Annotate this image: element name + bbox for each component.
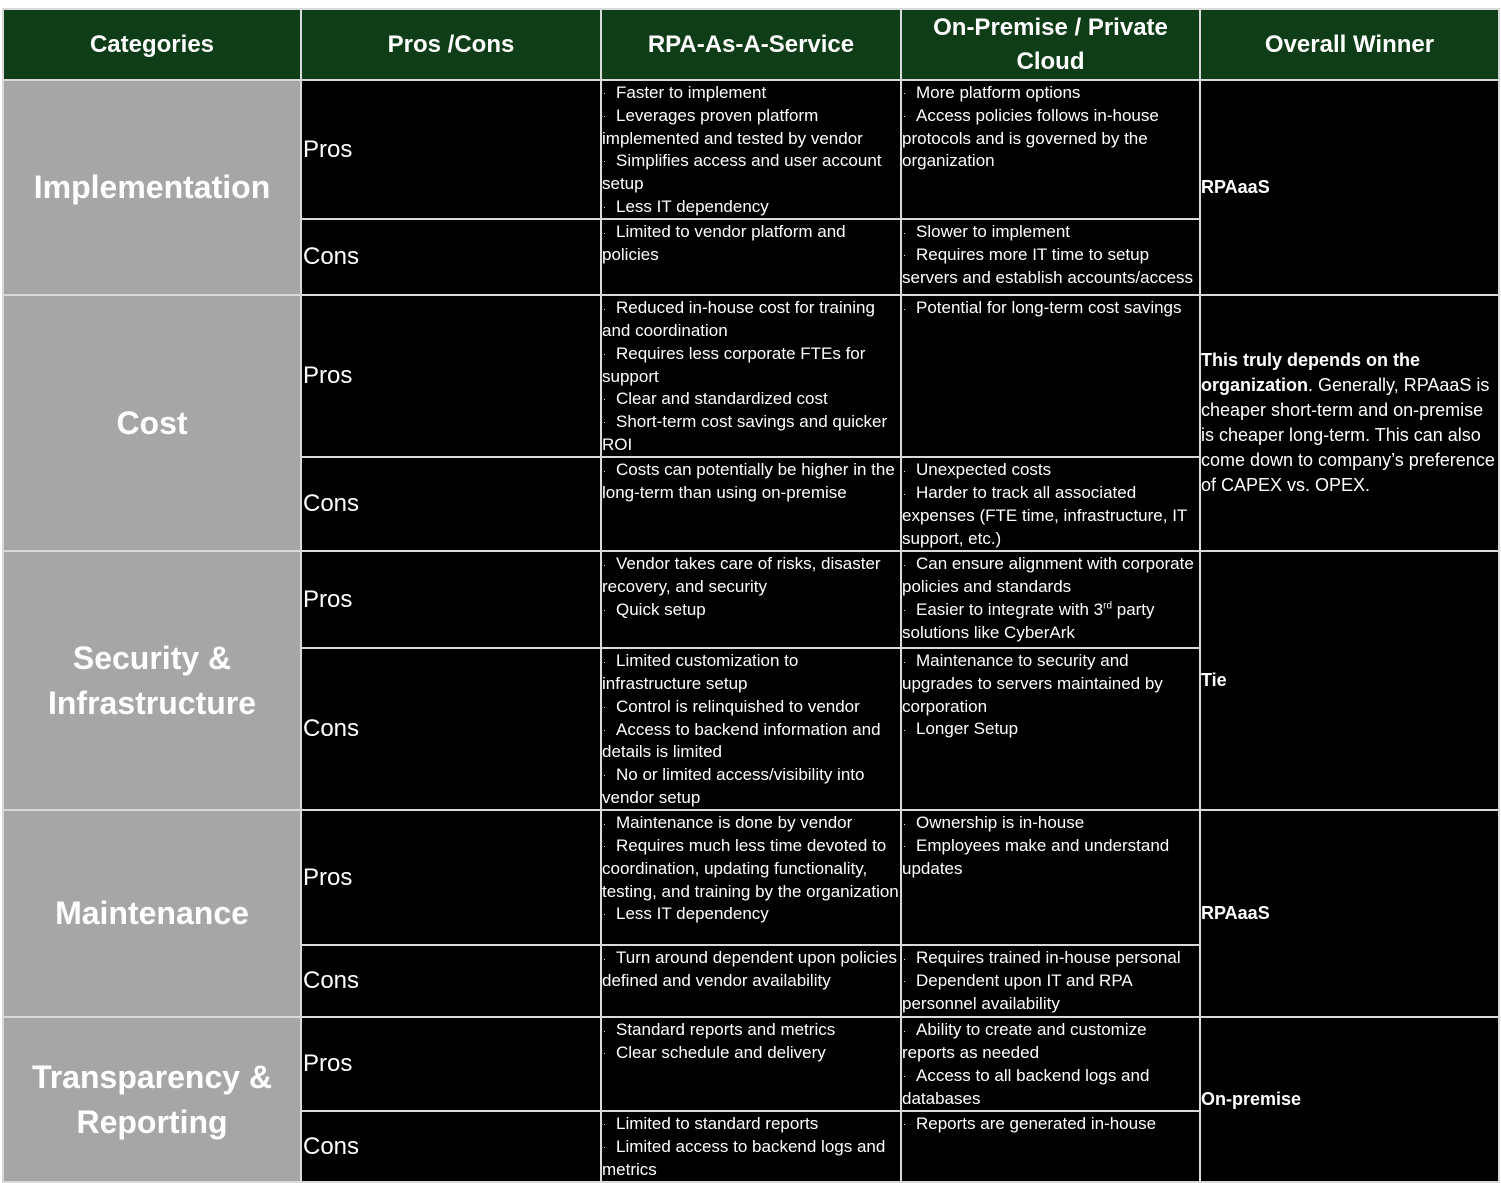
onprem-pros-list: [901, 295, 1200, 457]
list-item: [602, 459, 900, 504]
list-item-text: Limited to vendor platform and policies: [602, 222, 846, 265]
list-item: [602, 650, 900, 695]
bullet: ·: [603, 201, 606, 212]
list-item: [602, 82, 900, 105]
table-row: [3, 295, 1499, 457]
list-item-text: Easier to integrate with 3: [916, 599, 1104, 619]
list-item: [902, 459, 1199, 482]
onprem-pros-list: [901, 1017, 1200, 1111]
onprem-cons-list: [901, 648, 1200, 810]
bullet: ·: [903, 976, 906, 987]
list-item-text: Simplifies access and user account setup: [602, 151, 882, 194]
bullet: ·: [603, 465, 606, 476]
bullet: ·: [903, 227, 906, 238]
list-item: [602, 599, 900, 622]
list-item: [902, 82, 1199, 105]
cons-label: Cons: [301, 1111, 601, 1182]
bullet: ·: [603, 909, 606, 920]
header-pros-cons: Pros /Cons: [301, 9, 601, 80]
list-item-text: Access policies follows in-house protocols and is governed by the organization: [902, 105, 1159, 171]
list-item-text: Quick setup: [616, 599, 706, 619]
list-item: [602, 764, 900, 809]
bullet: ·: [603, 724, 606, 735]
list-item: [902, 599, 1199, 644]
list-item-text: Standard reports and metrics: [616, 1020, 836, 1040]
list-item-text: Costs can potentially be higher in the long-term than using on-premise: [602, 460, 895, 503]
winner-cost: [1200, 295, 1499, 551]
list-item: [902, 1019, 1199, 1064]
bullet: ·: [903, 250, 906, 261]
list-item: [902, 1113, 1199, 1136]
list-item: [602, 297, 900, 342]
list-item: [602, 835, 900, 903]
bullet: ·: [903, 1119, 906, 1130]
list-item: [902, 221, 1199, 244]
winner-text: . Generally, RPAaaS is cheaper short-term and on-premise is cheaper long-term. This can also come down to company’s preference of CAPEX vs. OPEX.: [1201, 375, 1495, 496]
bullet: ·: [603, 349, 606, 360]
rpa-pros-list: [601, 80, 901, 219]
list-item: [902, 718, 1199, 741]
category-transparency-reporting: Transparency & Reporting: [3, 1017, 301, 1182]
list-item-text: Reports are generated in-house: [916, 1114, 1157, 1134]
list-item: [602, 903, 900, 926]
table-row: [3, 551, 1499, 648]
list-item: [902, 1065, 1199, 1110]
winner-implementation: [1200, 80, 1499, 295]
rpa-cons-list: [601, 945, 901, 1017]
bullet: ·: [903, 1070, 906, 1081]
list-item: [602, 812, 900, 835]
bullet: ·: [603, 701, 606, 712]
bullet: ·: [603, 656, 606, 667]
list-item-text: Access to backend information and details is limited: [602, 719, 881, 762]
bullet: ·: [903, 303, 906, 314]
pros-label: Pros: [301, 295, 601, 457]
list-item: [602, 719, 900, 764]
winner-bold: Tie: [1201, 670, 1227, 691]
list-item: [602, 343, 900, 388]
list-item-text: Turn around dependent upon policies defined and vendor availability: [602, 948, 898, 991]
list-item-text: No or limited access/visibility into vendor setup: [602, 764, 865, 807]
list-item-text: Leverages proven platform implemented and tested by vendor: [602, 105, 863, 148]
bullet: ·: [903, 724, 906, 735]
list-item-text: Control is relinquished to vendor: [616, 696, 860, 716]
category-maintenance: Maintenance: [3, 810, 301, 1017]
list-item-text: Clear schedule and delivery: [616, 1043, 826, 1063]
list-item: [602, 388, 900, 411]
onprem-cons-list: [901, 945, 1200, 1017]
list-item-text: Can ensure alignment with corporate policies and standards: [902, 554, 1194, 597]
bullet: ·: [603, 394, 606, 405]
list-item-text: Vendor takes care of risks, disaster recovery, and security: [602, 554, 881, 597]
pros-label: Pros: [301, 551, 601, 648]
onprem-cons-list: [901, 457, 1200, 551]
header-categories: Categories: [3, 9, 301, 80]
list-item: [902, 482, 1199, 550]
list-item-text: More platform options: [916, 83, 1081, 102]
bullet: ·: [903, 88, 906, 99]
list-item-text: Short-term cost savings and quicker ROI: [602, 412, 888, 454]
bullet: ·: [603, 1048, 606, 1059]
list-item: [602, 196, 900, 219]
bullet: ·: [603, 1025, 606, 1036]
list-item-text: Reduced in-house cost for training and coordination: [602, 298, 875, 341]
rpa-cons-list: [601, 219, 901, 295]
list-item-text: Ownership is in-house: [916, 813, 1085, 833]
category-cost: Cost: [3, 295, 301, 551]
list-item: [602, 947, 900, 992]
list-item-text: Harder to track all associated expenses (FTE time, infrastructure, IT support, etc.): [902, 483, 1187, 548]
category-security-infrastructure: Security & Infrastructure: [3, 551, 301, 810]
list-item-text: Requires much less time devoted to coordination, updating functionality, testing, and training by the organization: [602, 836, 899, 901]
bullet: ·: [903, 465, 906, 476]
rpa-cons-list: [601, 648, 901, 810]
winner-bold: RPAaaS: [1201, 177, 1270, 198]
bullet: ·: [603, 156, 606, 167]
list-item-text: Maintenance is done by vendor: [616, 813, 853, 833]
bullet: ·: [603, 770, 606, 781]
bullet: ·: [603, 841, 606, 852]
bullet: ·: [903, 818, 906, 829]
list-item-text: Slower to implement: [916, 222, 1071, 242]
cons-label: Cons: [301, 219, 601, 295]
winner-bold: This truly depends on the organization: [1201, 350, 1421, 396]
header-row: [3, 9, 1499, 80]
list-item-text: Requires trained in-house personal: [916, 948, 1181, 968]
onprem-cons-list: [901, 1111, 1200, 1182]
list-item: [602, 105, 900, 150]
list-item-text: Less IT dependency: [616, 196, 769, 216]
list-item: [902, 947, 1199, 970]
pros-label: Pros: [301, 80, 601, 219]
table-row: [3, 1017, 1499, 1111]
table-row: [3, 80, 1499, 219]
onprem-cons-list: [901, 219, 1200, 295]
list-item: [902, 970, 1199, 1015]
list-item: [902, 105, 1199, 173]
list-item-text: Dependent upon IT and RPA personnel availability: [902, 971, 1132, 1013]
bullet: ·: [603, 303, 606, 314]
list-item-text: Potential for long-term cost savings: [916, 298, 1182, 318]
pros-label: Pros: [301, 1017, 601, 1111]
rpa-cons-list: [601, 1111, 901, 1182]
bullet: ·: [903, 604, 906, 615]
bullet: ·: [603, 1142, 606, 1153]
cons-label: Cons: [301, 457, 601, 551]
list-item-text: Clear and standardized cost: [616, 389, 828, 409]
bullet: ·: [603, 1119, 606, 1130]
winner-security: [1200, 551, 1499, 810]
list-item-text: Access to all backend logs and databases: [902, 1065, 1150, 1108]
list-item-text: Less IT dependency: [616, 904, 769, 924]
rpa-pros-list: [601, 295, 901, 457]
bullet: ·: [903, 656, 906, 667]
bullet: ·: [603, 953, 606, 964]
list-item: [602, 553, 900, 598]
rpa-pros-list: [601, 551, 901, 648]
list-item: [602, 1019, 900, 1042]
bullet: ·: [903, 841, 906, 852]
list-item: [902, 553, 1199, 598]
list-item-text: Unexpected costs: [916, 460, 1052, 480]
bullet: ·: [603, 417, 606, 428]
cons-label: Cons: [301, 648, 601, 810]
bullet: ·: [603, 88, 606, 99]
list-item-text: Requires less corporate FTEs for support: [602, 343, 866, 386]
superscript: rd: [1103, 600, 1113, 612]
list-item-text: Limited customization to infrastructure setup: [602, 651, 799, 694]
list-item: [602, 1042, 900, 1065]
bullet: ·: [903, 1025, 906, 1036]
list-item: [602, 1136, 900, 1181]
list-item: [902, 244, 1199, 289]
bullet: ·: [903, 559, 906, 570]
comparison-table: [2, 8, 1500, 1183]
list-item: [602, 150, 900, 195]
onprem-pros-list: [901, 551, 1200, 648]
winner-bold: RPAaaS: [1201, 903, 1270, 924]
category-implementation: Implementation: [3, 80, 301, 295]
list-item: [602, 411, 900, 456]
list-item-text: Faster to implement: [616, 83, 767, 102]
bullet: ·: [603, 111, 606, 122]
rpa-pros-list: [601, 810, 901, 945]
rpa-pros-list: [601, 1017, 901, 1111]
table-row: [3, 810, 1499, 945]
list-item-text: Limited access to backend logs and metrics: [602, 1136, 886, 1179]
list-item-text: Requires more IT time to setup servers and establish accounts/access: [902, 245, 1194, 288]
list-item: [602, 1113, 900, 1136]
pros-label: Pros: [301, 810, 601, 945]
bullet: ·: [903, 111, 906, 122]
rpa-cons-list: [601, 457, 901, 551]
list-item: [602, 221, 900, 266]
bullet: ·: [603, 559, 606, 570]
bullet: ·: [603, 818, 606, 829]
list-item: [902, 812, 1199, 835]
cons-label: Cons: [301, 945, 601, 1017]
header-on-premise: On-Premise / Private Cloud: [901, 9, 1200, 80]
list-item-text: party solutions like CyberArk: [902, 599, 1155, 642]
winner-bold: On-premise: [1201, 1089, 1302, 1110]
list-item-text: Longer Setup: [916, 719, 1019, 739]
onprem-pros-list: [901, 810, 1200, 945]
bullet: ·: [903, 488, 906, 499]
bullet: ·: [603, 227, 606, 238]
list-item: [902, 650, 1199, 718]
winner-maintenance: [1200, 810, 1499, 1017]
list-item: [902, 835, 1199, 880]
bullet: ·: [603, 604, 606, 615]
bullet: ·: [903, 953, 906, 964]
list-item: [902, 297, 1199, 320]
list-item: [602, 696, 900, 719]
list-item-text: Ability to create and customize reports as needed: [902, 1020, 1147, 1063]
header-rpa-as-a-service: RPA-As-A-Service: [601, 9, 901, 80]
list-item-text: Limited to standard reports: [616, 1114, 819, 1134]
winner-transparency: [1200, 1017, 1499, 1182]
onprem-pros-list: [901, 80, 1200, 219]
list-item-text: Maintenance to security and upgrades to servers maintained by corporation: [902, 651, 1163, 716]
list-item-text: Employees make and understand updates: [902, 836, 1170, 878]
header-overall-winner: Overall Winner: [1200, 9, 1499, 80]
